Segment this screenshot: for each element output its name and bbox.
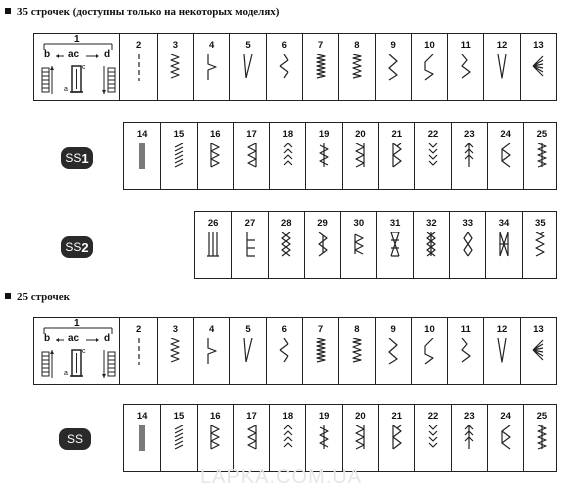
diagram-label-d: d xyxy=(104,49,111,60)
stitch-cell xyxy=(269,123,305,189)
stitch-number: 4 xyxy=(209,324,215,335)
stitch-cell xyxy=(451,123,487,189)
stitch-1-diagram xyxy=(34,318,120,384)
stitch-pattern-icon xyxy=(495,338,509,366)
stitch-cell xyxy=(266,34,302,100)
stitch-number: 9 xyxy=(390,324,396,335)
stitch-number: 19 xyxy=(318,411,330,422)
stitch-number: 5 xyxy=(245,40,251,51)
stitch-pattern-icon xyxy=(350,338,364,366)
stitch-pattern-icon xyxy=(459,338,473,366)
stitch-number: 27 xyxy=(244,218,256,229)
stitch-number: 12 xyxy=(496,324,508,335)
stitch-1-diagram xyxy=(34,34,120,100)
stitch-pattern-icon xyxy=(531,338,545,366)
stitch-cell xyxy=(157,34,193,100)
stitch-number: 9 xyxy=(390,40,396,51)
stitch-number: 13 xyxy=(533,40,544,51)
stitch-pattern-icon xyxy=(426,143,440,171)
stitch-cell xyxy=(487,405,523,471)
stitch-cell xyxy=(338,318,374,384)
stitch-pattern-icon xyxy=(390,143,404,171)
stitch-pattern-icon xyxy=(281,425,295,453)
stitch-pattern-icon xyxy=(352,232,366,260)
stitch-pattern-icon xyxy=(206,232,220,260)
ss1-badge-prefix: SS xyxy=(65,151,82,165)
stitch-pattern-icon xyxy=(245,143,259,171)
stitch-pattern-icon xyxy=(535,425,549,453)
stitch-number: 5 xyxy=(245,324,251,335)
ss2-badge-number: 2 xyxy=(81,239,89,255)
stitch-pattern-icon xyxy=(535,143,549,171)
stitch-pattern-icon xyxy=(499,143,513,171)
stitch-pattern-icon xyxy=(424,232,438,260)
stitch-pattern-icon xyxy=(279,232,293,260)
stitch-cell xyxy=(449,212,485,278)
stitch-pattern-icon xyxy=(353,425,367,453)
stitch-cell xyxy=(483,34,519,100)
stitch-cell xyxy=(485,212,521,278)
ss-badge xyxy=(59,428,91,450)
stitch-pattern-icon xyxy=(314,54,328,82)
ss1-badge xyxy=(61,147,93,169)
stitch-number: 23 xyxy=(464,411,475,422)
stitch-number: 18 xyxy=(282,411,294,422)
stitch-number: 13 xyxy=(533,324,544,335)
stitch-cell xyxy=(195,212,231,278)
stitch-cell xyxy=(197,405,233,471)
stitch-number: 25 xyxy=(536,129,548,140)
stitch-cell xyxy=(157,318,193,384)
stitch-pattern-icon xyxy=(281,143,295,171)
stitch-pattern-icon xyxy=(317,143,331,171)
stitch-pattern-icon xyxy=(241,338,255,366)
stitch-number: 25 xyxy=(536,411,548,422)
bullet-square-icon xyxy=(5,293,11,299)
stitch-cell xyxy=(375,34,411,100)
stitch-cell xyxy=(522,212,558,278)
stitch-cell xyxy=(124,405,160,471)
stitch-number: 16 xyxy=(209,411,221,422)
section-heading-text: 35 строчек (доступны только на некоторых моделях) xyxy=(17,6,280,18)
stitch-cell xyxy=(378,123,414,189)
stitch-cell xyxy=(160,405,196,471)
stitch-cell xyxy=(124,123,160,189)
stitch-number: 7 xyxy=(317,40,324,51)
stitch-number: 20 xyxy=(355,129,366,140)
stitch-pattern-icon xyxy=(132,54,146,82)
stitch-pattern-icon xyxy=(243,232,257,260)
stitch-pattern-icon xyxy=(390,425,404,453)
stitch-number: 17 xyxy=(246,411,257,422)
stitch-row-26-35 xyxy=(194,211,557,279)
stitch-pattern-icon xyxy=(462,143,476,171)
stitch-pattern-icon xyxy=(208,425,222,453)
stitch-number: 11 xyxy=(460,40,471,51)
stitch-pattern-icon xyxy=(422,338,436,366)
stitch-number: 24 xyxy=(500,129,511,140)
stitch-pattern-icon xyxy=(350,54,364,82)
stitch-cell xyxy=(193,318,229,384)
stitch-number: 29 xyxy=(317,218,328,229)
stitch-row-14-25 xyxy=(123,122,557,190)
stitch-number: 22 xyxy=(427,129,439,140)
section-heading-35 xyxy=(5,6,279,18)
stitch-pattern-icon xyxy=(459,54,473,82)
stitch-cell xyxy=(411,318,447,384)
stitch-cell xyxy=(269,405,305,471)
stitch-pattern-icon xyxy=(135,425,149,453)
stitch-pattern-icon xyxy=(172,143,186,171)
diagram-label-c: c xyxy=(82,64,86,71)
stitch-number: 6 xyxy=(281,324,287,335)
stitch-number: 23 xyxy=(464,129,475,140)
stitch-pattern-icon xyxy=(495,54,509,82)
stitch-cell xyxy=(411,34,447,100)
stitch-cell xyxy=(378,405,414,471)
diagram-label-ac: ac xyxy=(68,333,80,344)
stitch-cell xyxy=(487,123,523,189)
bullet-square-icon xyxy=(5,8,11,14)
stitch-number: 4 xyxy=(209,40,215,51)
stitch-cell xyxy=(414,405,450,471)
stitch-pattern-icon xyxy=(426,425,440,453)
stitch-number: 2 xyxy=(135,40,142,51)
stitch-cell xyxy=(193,34,229,100)
stitch-pattern-icon xyxy=(205,338,219,366)
stitch-pattern-icon xyxy=(135,143,149,171)
stitch-cell xyxy=(305,123,341,189)
stitch-number: 16 xyxy=(209,129,221,140)
stitch-number: 28 xyxy=(280,218,292,229)
stitch-cell xyxy=(120,318,156,384)
stitch-cell xyxy=(231,212,267,278)
stitch-number: 2 xyxy=(135,324,142,335)
stitch-number: 11 xyxy=(460,324,471,335)
section-heading-25 xyxy=(5,291,70,303)
diagram-label-d: d xyxy=(104,333,111,344)
diagram-label-ac: ac xyxy=(68,49,80,60)
stitch-cell xyxy=(375,318,411,384)
stitch-cell xyxy=(268,212,304,278)
stitch-number: 24 xyxy=(500,411,511,422)
stitch-pattern-icon xyxy=(353,143,367,171)
stitch-number: 34 xyxy=(498,218,510,229)
stitch-pattern-icon xyxy=(462,425,476,453)
stitch-cell xyxy=(233,123,269,189)
stitch-pattern-icon xyxy=(386,338,400,366)
diagram-label-1: 1 xyxy=(74,34,80,45)
stitch-pattern-icon xyxy=(314,338,328,366)
stitch-pattern-icon xyxy=(533,232,547,260)
stitch-pattern-icon xyxy=(316,232,330,260)
stitch-number: 15 xyxy=(173,411,185,422)
stitch-cell xyxy=(447,318,483,384)
stitch-pattern-icon xyxy=(422,54,436,82)
stitch-number: 21 xyxy=(391,411,403,422)
stitch-cell xyxy=(413,212,449,278)
stitch-number: 30 xyxy=(353,218,365,229)
stitch-pattern-icon xyxy=(386,54,400,82)
ss-badge-label: SS xyxy=(66,432,83,446)
stitch-pattern-icon xyxy=(205,54,219,82)
stitch-cell xyxy=(342,123,378,189)
stitch-number: 8 xyxy=(354,324,360,335)
diagram-label-b: b xyxy=(44,49,51,60)
stitch-cell xyxy=(451,405,487,471)
stitch-pattern-icon xyxy=(208,143,222,171)
stitch-number: 14 xyxy=(136,411,148,422)
stitch-cell xyxy=(197,123,233,189)
diagram-label-c: c xyxy=(82,348,86,355)
stitch-number: 17 xyxy=(246,129,257,140)
stitch-cell xyxy=(523,123,559,189)
stitch-cell xyxy=(338,34,374,100)
stitch-cell xyxy=(376,212,412,278)
stitch-pattern-icon xyxy=(172,425,186,453)
diagram-label-a: a xyxy=(64,86,68,93)
stitch-number: 22 xyxy=(427,411,439,422)
stitch-number: 10 xyxy=(424,324,435,335)
stitch-number: 7 xyxy=(317,324,324,335)
diagram-label-a: a xyxy=(64,370,68,377)
stitch-cell xyxy=(342,405,378,471)
section-heading-text: 25 строчек xyxy=(17,291,70,303)
stitch-pattern-icon xyxy=(461,232,475,260)
stitch-number: 15 xyxy=(173,129,185,140)
stitch-row-1-13 xyxy=(33,33,557,101)
stitch-cell xyxy=(340,212,376,278)
stitch-cell xyxy=(233,405,269,471)
stitch-number: 12 xyxy=(496,40,508,51)
stitch-pattern-icon xyxy=(277,54,291,82)
stitch-row-14-25-b xyxy=(123,404,557,472)
stitch-cell xyxy=(520,318,556,384)
stitch-number: 6 xyxy=(281,40,287,51)
stitch-number: 10 xyxy=(424,40,435,51)
ss2-badge xyxy=(61,236,93,258)
stitch-pattern-icon xyxy=(388,232,402,260)
stitch-cell xyxy=(120,34,156,100)
stitch-number: 33 xyxy=(462,218,474,229)
stitch-number: 35 xyxy=(535,218,546,229)
stitch-number: 21 xyxy=(391,129,403,140)
stitch-pattern-icon xyxy=(499,425,513,453)
stitch-number: 8 xyxy=(354,40,360,51)
stitch-cell xyxy=(229,318,265,384)
ss2-badge-prefix: SS xyxy=(65,240,82,254)
stitch-cell xyxy=(483,318,519,384)
ss1-badge-number: 1 xyxy=(81,150,89,166)
stitch-cell xyxy=(520,34,556,100)
stitch-pattern-icon xyxy=(497,232,511,260)
stitch-pattern-icon xyxy=(168,338,182,366)
diagram-label-1: 1 xyxy=(74,318,80,329)
stitch-cell xyxy=(304,212,340,278)
stitch-number: 26 xyxy=(207,218,219,229)
stitch-number: 31 xyxy=(389,218,401,229)
stitch-pattern-icon xyxy=(317,425,331,453)
stitch-cell xyxy=(229,34,265,100)
stitch-number: 18 xyxy=(282,129,294,140)
stitch-number: 3 xyxy=(172,40,179,51)
stitch-row-1-13-b xyxy=(33,317,557,385)
stitch-pattern-icon xyxy=(245,425,259,453)
stitch-pattern-icon xyxy=(241,54,255,82)
stitch-cell xyxy=(160,123,196,189)
stitch-pattern-icon xyxy=(168,54,182,82)
stitch-pattern-icon xyxy=(277,338,291,366)
diagram-label-b: b xyxy=(44,333,51,344)
watermark: LAPKA.COM.UA xyxy=(200,466,363,488)
stitch-cell xyxy=(305,405,341,471)
stitch-cell xyxy=(302,34,338,100)
stitch-number: 14 xyxy=(136,129,148,140)
stitch-cell xyxy=(302,318,338,384)
stitch-number: 20 xyxy=(355,411,366,422)
stitch-number: 32 xyxy=(426,218,437,229)
stitch-cell xyxy=(414,123,450,189)
stitch-cell xyxy=(266,318,302,384)
stitch-number: 19 xyxy=(318,129,330,140)
stitch-cell xyxy=(447,34,483,100)
stitch-pattern-icon xyxy=(531,54,545,82)
stitch-pattern-icon xyxy=(132,338,146,366)
stitch-number: 3 xyxy=(172,324,179,335)
stitch-cell xyxy=(523,405,559,471)
